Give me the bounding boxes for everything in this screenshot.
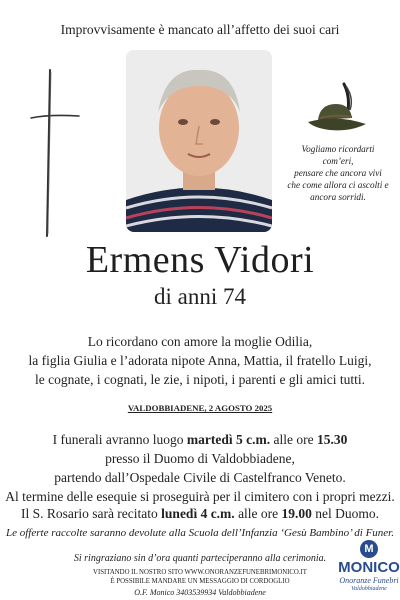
quote-line: Vogliamo ricordarti com’eri,: [301, 144, 375, 166]
rosary-text: Il S. Rosario sarà recitato: [20, 506, 162, 521]
funeral-line: presso il Duomo di Valdobbiadene,: [105, 451, 295, 466]
rosary-text: nel Duomo.: [311, 506, 380, 521]
contact-line: O.F. Monico 3403539934 Valdobbiadene: [134, 588, 266, 597]
rosary-time: 19.00: [281, 506, 312, 521]
rosary-line: [0, 504, 400, 523]
mourners-line: le cognate, i cognati, le zie, i nipoti, i parenti e gli amici tutti.: [35, 372, 365, 387]
offerings-note: Le offerte raccolte saranno devolute alla Scuola dell’Infanzia ‘Gesù Bambino’ di Funer.: [6, 527, 394, 539]
shirt-stripes: [126, 188, 272, 233]
website-note: VISITANDO IL NOSTRO SITO WWW.ONORANZEFUNEBRIMONICO.IT: [93, 569, 307, 576]
logo-name: MONICO: [338, 559, 400, 576]
funeral-day: martedì 5 c.m.: [186, 432, 271, 447]
funeral-text: alle ore: [270, 432, 317, 447]
funeral-line: Al termine delle esequie si proseguirà per il cimitero con i propri mezzi.: [5, 489, 395, 504]
quote-line: che come allora ci ascolti e: [287, 180, 389, 190]
rosary-day: lunedì 4 c.m.: [161, 506, 235, 521]
funeral-time: 15.30: [316, 432, 348, 447]
condolence-note: È POSSIBILE MANDARE UN MESSAGGIO DI CORDOGLIO: [110, 578, 290, 585]
place-date: VALDOBBIADENE, 2 AGOSTO 2025: [127, 403, 273, 413]
rosary-text: alle ore: [234, 506, 282, 521]
monico-logo: [338, 540, 400, 600]
funeral-paragraph: [0, 430, 400, 506]
mourners-line: la figlia Giulia e l’adorata nipote Anna, Mattia, il fratello Luigi,: [28, 353, 372, 368]
deceased-age: di anni 74: [154, 284, 246, 309]
logo-badge-icon: M: [360, 540, 378, 558]
funeral-line: partendo dall’Ospedale Civile di Castelfranco Veneto.: [54, 470, 346, 485]
thanks-note: Si ringraziano sin d’ora quanti parteciperanno alla cerimonia.: [73, 553, 327, 564]
mourners-paragraph: [0, 332, 400, 389]
quote-line: ancora sorridi.: [310, 192, 366, 202]
quote-line: pensare che ancora vivi: [294, 168, 382, 178]
mourners-line: Lo ricordano con amore la moglie Odilia,: [87, 334, 313, 349]
logo-subtitle: Onoranze Funebri: [339, 576, 399, 585]
memorial-quote: [286, 143, 390, 203]
alpine-hat-icon: [306, 82, 368, 134]
intro-text: Improvvisamente è mancato all’affetto dei suoi cari: [60, 22, 340, 37]
funeral-text: I funerali avranno luogo: [52, 432, 187, 447]
portrait-photo: [126, 50, 272, 232]
logo-location: Valdobbiadene: [351, 586, 387, 592]
funeral-line: [0, 430, 400, 449]
deceased-name: Ermens Vidori: [85, 239, 315, 281]
cross-icon: [30, 68, 80, 238]
